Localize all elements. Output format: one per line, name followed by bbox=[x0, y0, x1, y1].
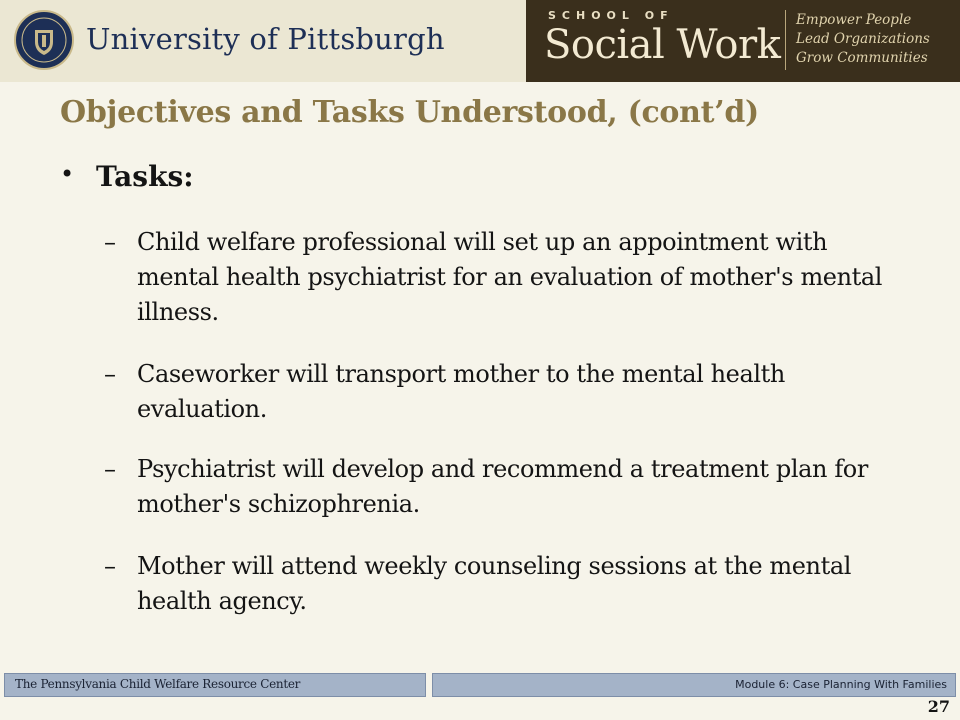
task-item-3 bbox=[104, 452, 904, 522]
footer-organization: The Pennsylvania Child Welfare Resource Center bbox=[15, 677, 301, 691]
dash-marker: – bbox=[104, 360, 116, 388]
bullet-dot-icon: • bbox=[60, 160, 75, 188]
task-text: Mother will attend weekly counseling sessions at the mental health agency. bbox=[137, 552, 852, 615]
tagline-line-1: Empower People bbox=[796, 12, 912, 28]
task-text: Psychiatrist will develop and recommend a treatment plan for mother's schizophrenia. bbox=[137, 455, 868, 518]
tagline-line-2: Lead Organizations bbox=[796, 31, 930, 47]
footer-left-bar bbox=[4, 673, 426, 697]
university-seal-icon bbox=[14, 10, 74, 70]
dash-marker: – bbox=[104, 552, 116, 580]
dash-marker: – bbox=[104, 455, 116, 483]
footer-right-bar bbox=[432, 673, 956, 697]
header-divider bbox=[785, 10, 786, 70]
task-item-1 bbox=[104, 225, 904, 330]
school-tagline bbox=[796, 11, 930, 68]
school-of-label: SCHOOL OF bbox=[548, 9, 674, 22]
tagline-line-3: Grow Communities bbox=[796, 50, 928, 66]
bullet-label: Tasks: bbox=[96, 160, 194, 193]
university-name: University of Pittsburgh bbox=[86, 22, 445, 56]
page-number: 27 bbox=[927, 697, 950, 716]
task-text: Child welfare professional will set up an appointment with mental health psychiatrist for an evaluation of mother's mental illness. bbox=[137, 228, 883, 326]
slide-title: Objectives and Tasks Understood, (cont’d) bbox=[60, 95, 759, 130]
task-item-2 bbox=[104, 357, 904, 427]
task-text: Caseworker will transport mother to the mental health evaluation. bbox=[137, 360, 785, 423]
dash-marker: – bbox=[104, 228, 116, 256]
task-item-4 bbox=[104, 549, 904, 619]
footer-module: Module 6: Case Planning With Families bbox=[735, 678, 947, 691]
school-name: Social Work bbox=[544, 22, 781, 68]
